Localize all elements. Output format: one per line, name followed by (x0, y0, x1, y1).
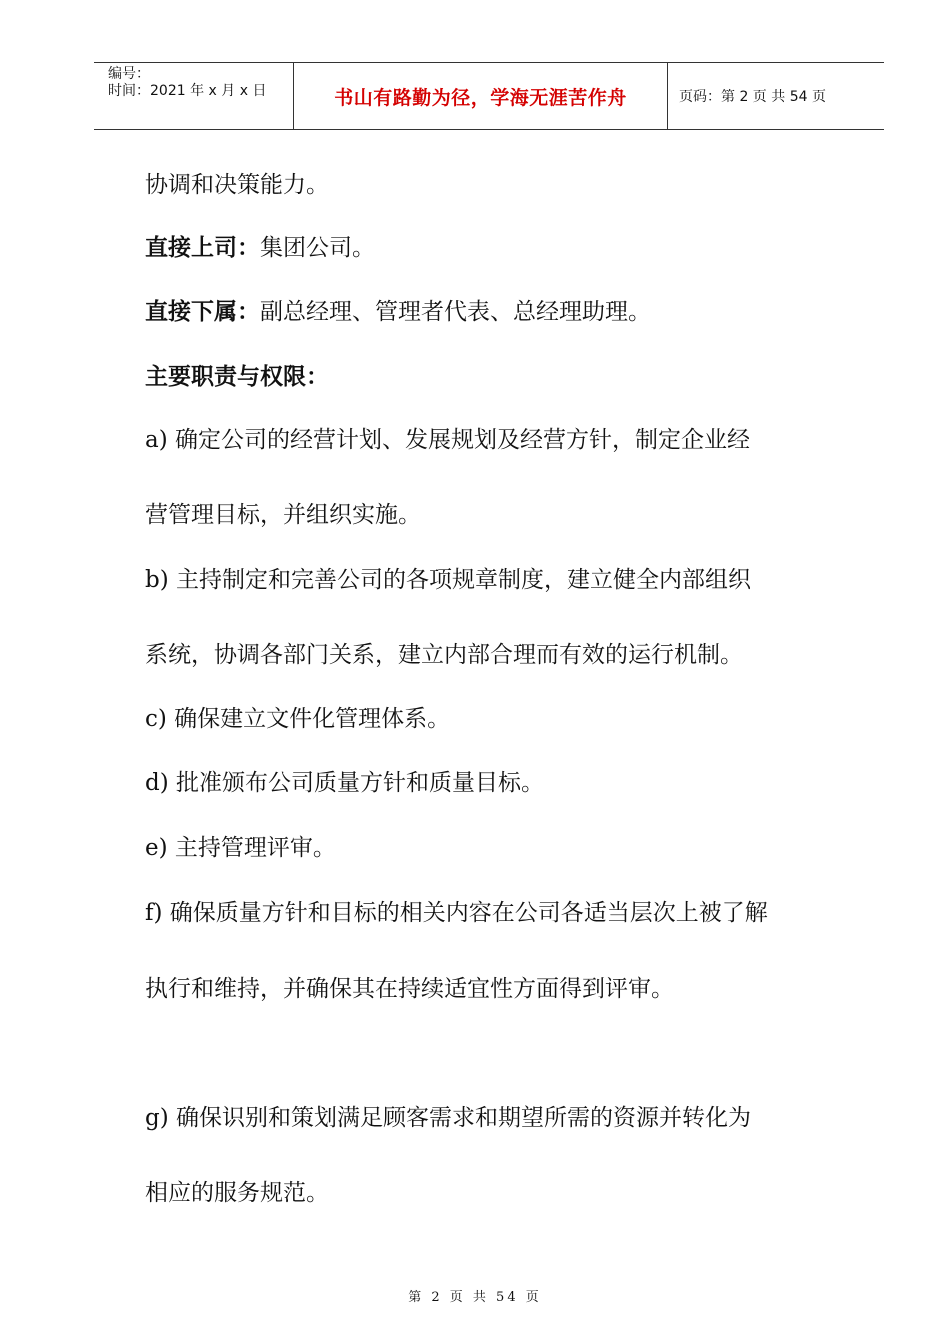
duty-a-line1: a) 确定公司的经营计划、发展规划及经营方针，制定企业经 (145, 427, 750, 453)
header-time: 时间：2021 年 x 月 x 日 (108, 83, 267, 99)
duties-heading: 主要职责与权限： (145, 364, 329, 390)
duty-a-line2: 营管理目标，并组织实施。 (145, 502, 421, 528)
duty-g-line2: 相应的服务规范。 (145, 1180, 329, 1206)
duty-e: e) 主持管理评审。 (145, 835, 336, 861)
duty-g-line1: g) 确保识别和策划满足顾客需求和期望所需的资源并转化为 (145, 1105, 752, 1131)
header-motto: 书山有路勤为径，学海无涯苦作舟 (334, 86, 627, 109)
subordinate-line (145, 297, 651, 327)
superior-line (145, 233, 375, 263)
page-header (94, 62, 884, 130)
subordinate-value: 副总经理、管理者代表、总经理助理。 (260, 299, 651, 325)
subordinate-label: 直接下属： (145, 299, 260, 325)
header-page-cell (668, 63, 884, 129)
header-meta-cell (94, 63, 294, 129)
duty-b-line1: b) 主持制定和完善公司的各项规章制度，建立健全内部组织 (145, 567, 752, 593)
superior-label: 直接上司： (145, 235, 260, 261)
header-motto-cell (294, 63, 668, 129)
superior-value: 集团公司。 (260, 235, 375, 261)
duty-f-line1: f) 确保质量方针和目标的相关内容在公司各适当层次上被了解 (145, 900, 768, 926)
duty-b-line2: 系统，协调各部门关系，建立内部合理而有效的运行机制。 (145, 642, 743, 668)
header-number-label: 编号： (108, 66, 150, 82)
page-footer: 第 2 页 共 54 页 (408, 1290, 542, 1305)
duty-d: d) 批准颁布公司质量方针和质量目标。 (145, 770, 545, 796)
duty-c: c) 确保建立文件化管理体系。 (145, 706, 451, 732)
text-line-coordination: 协调和决策能力。 (145, 172, 329, 198)
header-page-number: 页码：第 2 页 共 54 页 (679, 89, 826, 105)
duty-f-line2: 执行和维持，并确保其在持续适宜性方面得到评审。 (145, 976, 674, 1002)
